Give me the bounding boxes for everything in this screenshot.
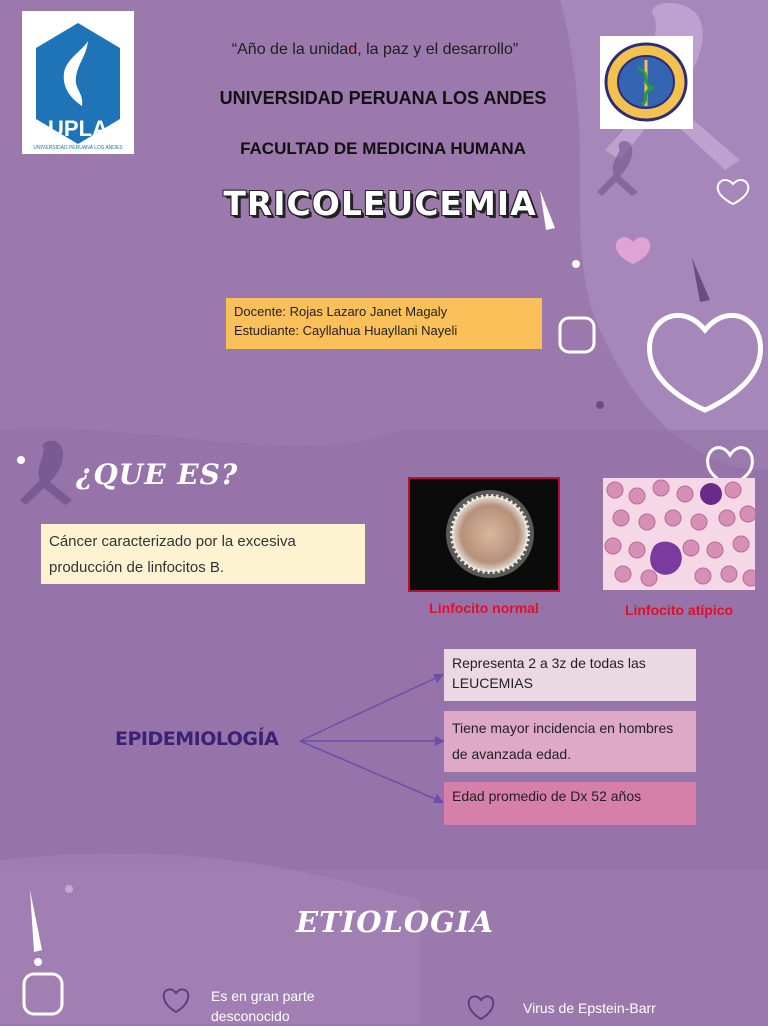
epidemiologia-item: Edad promedio de Dx 52 años bbox=[444, 782, 696, 825]
faculty-name: FACULTAD DE MEDICINA HUMANA bbox=[240, 139, 526, 158]
que-es-heading: ¿QUE ES? bbox=[76, 458, 239, 491]
university-name: UNIVERSIDAD PERUANA LOS ANDES bbox=[219, 88, 547, 108]
page-title: TRICOLEUCEMIA bbox=[223, 184, 537, 223]
estudiante-text: Estudiante: Cayllahua Huayllani Nayeli bbox=[234, 323, 458, 338]
epidemiologia-heading: EPIDEMIOLOGÍA bbox=[115, 728, 279, 750]
etiologia-item: Es en gran parte desconocido bbox=[211, 988, 315, 1024]
upla-logo-subtext: UNIVERSIDAD PERUANA LOS ANDES bbox=[33, 145, 123, 151]
etiologia-item: Virus de Epstein-Barr bbox=[523, 1000, 656, 1016]
caption-normal-lymphocyte: Linfocito normal bbox=[429, 600, 539, 616]
upla-logo-text: UPLA bbox=[48, 116, 108, 141]
upla-logo bbox=[22, 11, 134, 154]
credits-box bbox=[226, 298, 542, 349]
motto: “Año de la unidad, la paz y el desarrollo” bbox=[231, 41, 519, 58]
epidemiologia-item: Representa 2 a 3z de todas las LEUCEMIAS bbox=[444, 649, 696, 701]
definition-box: Cáncer caracterizado por la excesiva producción de linfocitos B. bbox=[41, 524, 365, 584]
caption-atypical-lymphocyte: Linfocito atípico bbox=[624, 602, 734, 618]
atypical-lymphocyte-image bbox=[603, 478, 755, 590]
etiologia-heading: ETIOLOGIA bbox=[296, 905, 494, 939]
normal-lymphocyte-image bbox=[408, 477, 560, 592]
docente-text: Docente: Rojas Lazaro Janet Magaly bbox=[234, 304, 448, 319]
faculty-seal-logo bbox=[600, 36, 693, 129]
epidemiologia-item: Tiene mayor incidencia en hombres de avanzada edad. bbox=[444, 711, 696, 772]
